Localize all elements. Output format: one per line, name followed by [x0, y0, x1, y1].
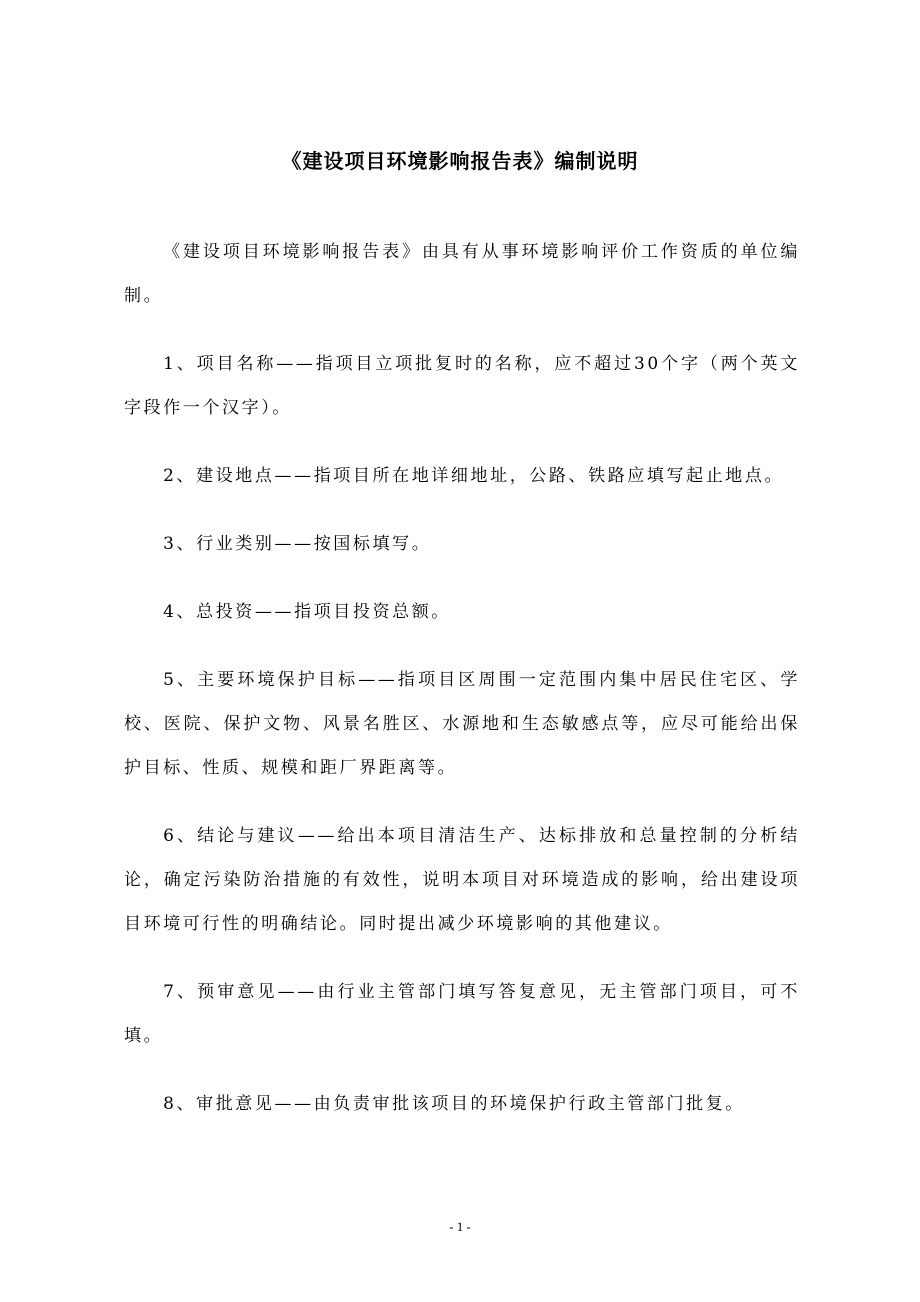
document-title: 《建设项目环境影响报告表》编制说明: [281, 149, 639, 173]
paragraph-item-2: 2、建设地点——指项目所在地详细地址，公路、铁路应填写起止地点。: [163, 466, 785, 486]
paragraph-item-6: 6、结论与建议——给出本项目清洁生产、达标排放和总量控制的分析结论，确定污染防治措施的有效性，说明本项目对环境造成的影响，给出建设项目环境可行性的明确结论。同时提出减少环境影响的其他建议。: [124, 826, 800, 934]
paragraph-intro: 《建设项目环境影响报告表》由具有从事环境影响评价工作资质的单位编制。: [124, 242, 800, 306]
paragraph-item-7: 7、预审意见——由行业主管部门填写答复意见，无主管部门项目，可不填。: [124, 982, 800, 1046]
paragraph-item-3: 3、行业类别——按国标填写。: [163, 534, 432, 554]
paragraph-item-1: 1、项目名称——指项目立项批复时的名称，应不超过30个字（两个英文字段作一个汉字）。: [124, 354, 800, 418]
paragraph-item-8: 8、审批意见——由负责审批该项目的环境保护行政主管部门批复。: [163, 1094, 745, 1114]
paragraph-item-5: 5、主要环境保护目标——指项目区周围一定范围内集中居民住宅区、学校、医院、保护文物、风景名胜区、水源地和生态敏感点等，应尽可能给出保护目标、性质、规模和距厂界距离等。: [124, 670, 800, 778]
paragraph-item-4: 4、总投资——指项目投资总额。: [163, 602, 451, 622]
document-body: [124, 238, 800, 1152]
page-number: - 1 -: [449, 1219, 471, 1234]
